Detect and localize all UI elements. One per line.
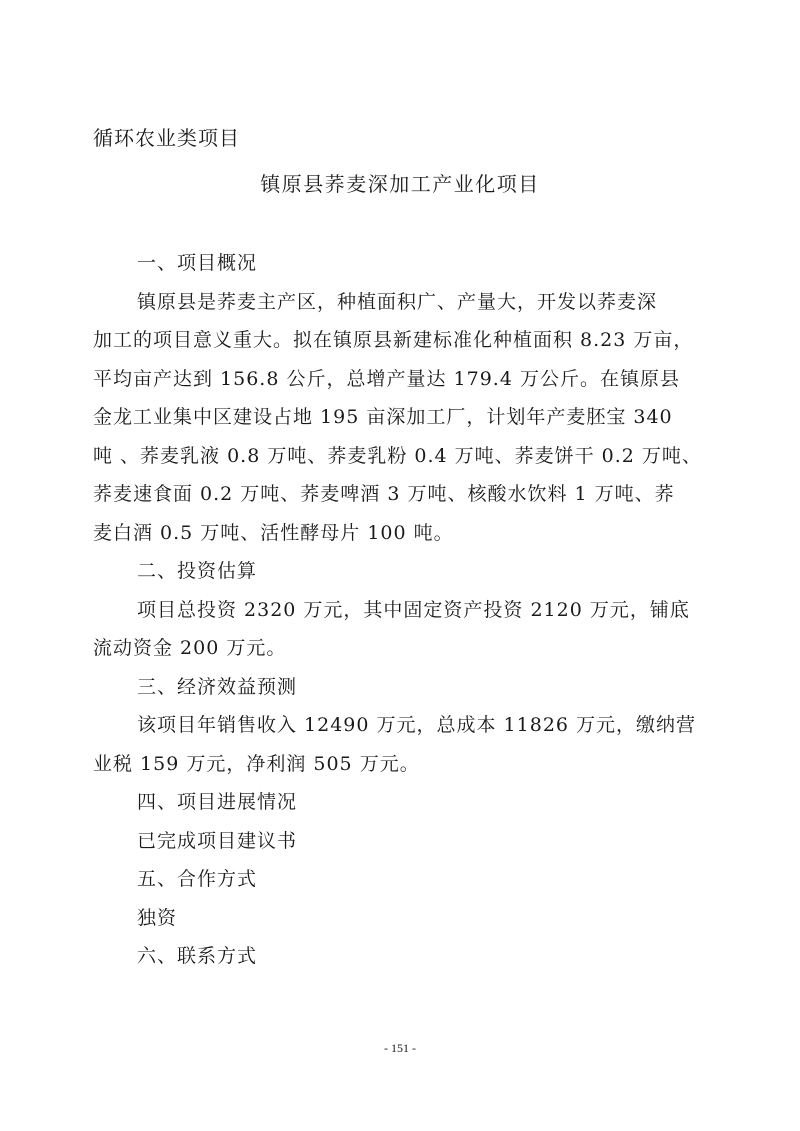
overview-paragraph-line: 金龙工业集中区建设占地 195 亩深加工厂，计划年产麦胚宝 340: [93, 406, 673, 428]
page-number: - 151 -: [384, 1041, 416, 1055]
overview-paragraph-line: 平均亩产达到 156.8 公斤，总增产量达 179.4 万公斤。在镇原县: [93, 367, 680, 390]
overview-paragraph-line: 加工的项目意义重大。拟在镇原县新建标准化种植面积 8.23 万亩，: [93, 329, 694, 351]
section-heading-contact: 六、联系方式: [137, 945, 258, 967]
economic-paragraph-line: 业税 159 万元，净利润 505 万元。: [93, 752, 420, 775]
overview-paragraph-line: 镇原县是荞麦主产区，种植面积广、产量大，开发以荞麦深: [137, 290, 658, 313]
investment-paragraph-line: 项目总投资 2320 万元，其中固定资产投资 2120 万元，铺底: [137, 598, 690, 621]
section-heading-investment: 二、投资估算: [137, 560, 258, 582]
cooperation-paragraph-line: 独资: [137, 906, 178, 929]
section-heading-overview: 一、项目概况: [137, 252, 258, 274]
investment-paragraph-line: 流动资金 200 万元。: [93, 637, 287, 659]
overview-paragraph-line: 吨 、荞麦乳液 0.8 万吨、荞麦乳粉 0.4 万吨、荞麦饼干 0.2 万吨、: [93, 444, 702, 467]
economic-paragraph-line: 该项目年销售收入 12490 万元，总成本 11826 万元，缴纳营: [137, 714, 697, 736]
overview-paragraph-line: 荞麦速食面 0.2 万吨、荞麦啤酒 3 万吨、核酸水饮料 1 万吨、荞: [93, 483, 675, 505]
category-label: 循环农业类项目: [93, 126, 240, 150]
section-heading-cooperation: 五、合作方式: [137, 868, 258, 890]
overview-paragraph-line: 麦白酒 0.5 万吨、活性酵母片 100 吨。: [93, 521, 454, 544]
document-body: [93, 244, 713, 976]
progress-paragraph-line: 已完成项目建议书: [137, 829, 298, 852]
section-heading-progress: 四、项目进展情况: [137, 791, 298, 813]
project-title: 镇原县荞麦深加工产业化项目: [260, 172, 540, 196]
section-heading-economic-benefit: 三、经济效益预测: [137, 675, 298, 698]
